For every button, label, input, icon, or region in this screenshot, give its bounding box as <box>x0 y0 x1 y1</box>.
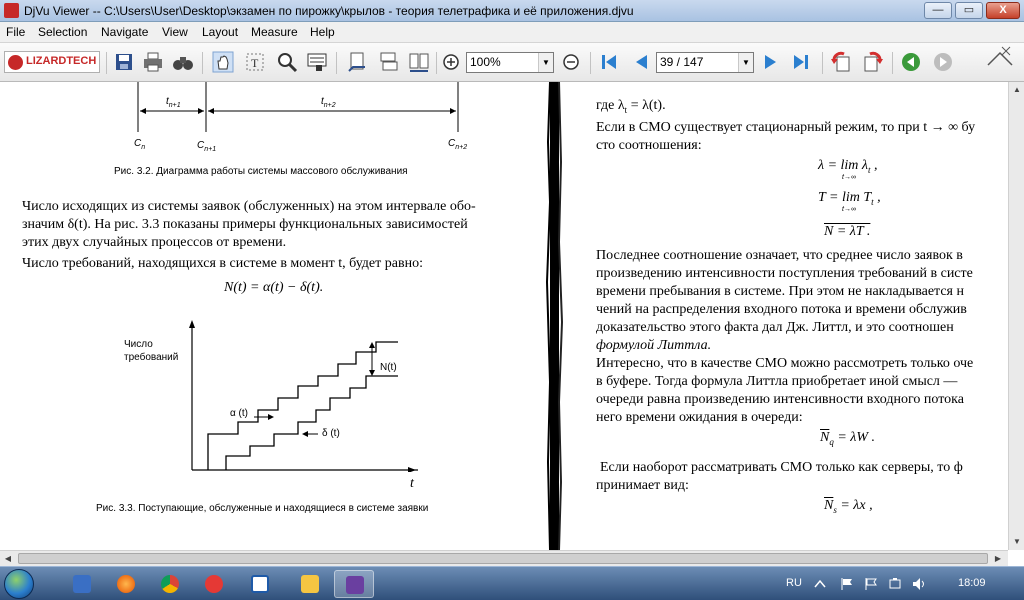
right-line-top: где $\lambda_t = \lambda(t)$. <box>596 98 666 115</box>
toolbar-separator <box>106 52 107 74</box>
toolbar-separator <box>202 52 203 74</box>
chart-y-label-line1: Число <box>124 339 153 350</box>
toolbar-separator <box>590 52 591 74</box>
paragraph-line: Последнее соотношение означает, что среднее число заявок в <box>596 248 963 263</box>
timeline-label-cn: $C_n$ <box>134 138 146 151</box>
paragraph-line: времени пребывания в системе. При этом не накладывается н <box>596 284 964 299</box>
word-icon <box>251 575 269 593</box>
menu-view[interactable]: View <box>162 25 188 39</box>
rotate-right-icon[interactable] <box>862 51 884 73</box>
taskbar-djvu-viewer[interactable] <box>334 570 374 598</box>
logo-text: LIZARDTECH <box>26 55 97 67</box>
menu-measure[interactable]: Measure <box>251 25 298 39</box>
taskbar-explorer[interactable] <box>290 570 330 598</box>
paragraph-line: чений на распределения входного потока и времени обслужив <box>596 302 967 317</box>
chart-label-delta: δ (t) <box>322 428 340 439</box>
step-process-chart <box>180 318 420 472</box>
document-view[interactable] <box>0 82 1008 550</box>
equation-t: $T = \lim T_t$ , <box>818 190 881 207</box>
timeline-label-cn2: $C_{n+2}$ <box>448 138 468 151</box>
chevron-down-icon[interactable]: ▼ <box>538 53 553 72</box>
horizontal-scroll-thumb[interactable] <box>18 553 988 564</box>
figure-caption-3-2: Рис. 3.2. Диаграмма работы системы массового обслуживания <box>114 166 408 177</box>
svg-text:T: T <box>251 56 259 70</box>
vertical-scrollbar[interactable] <box>1008 82 1024 550</box>
toolbar-separator <box>892 52 893 74</box>
paragraph-line: сто соотношения: <box>596 138 702 153</box>
minimize-button[interactable]: — <box>924 2 952 19</box>
close-button[interactable]: X <box>986 2 1020 19</box>
figure-caption-3-3: Рис. 3.3. Поступающие, обслуженные и находящиеся в системе заявки <box>96 503 429 514</box>
window-title: DjVu Viewer -- C:\Users\User\Desktop\экзамен по пирожку\крылов - теория телетрафика и её приложения.djvu <box>24 4 634 18</box>
scroll-up-icon[interactable]: ▲ <box>1013 85 1021 94</box>
previous-page-icon[interactable] <box>630 51 652 73</box>
title-bar <box>0 0 1024 22</box>
paragraph-line: Число исходящих из системы заявок (обслуженных) на этом интервале обо- <box>22 199 476 214</box>
chart-y-label-line2: требований <box>124 352 179 363</box>
equation-n-lambda-t: N = λT . <box>824 224 871 239</box>
maximize-button[interactable]: ▭ <box>955 2 983 19</box>
paragraph-line: очереди равна произведению интенсивности входного потока <box>596 392 964 407</box>
paragraph-line: в буфере. Тогда формула Литтла приобретает иной смысл — <box>596 374 958 389</box>
action-center-flag-icon[interactable] <box>840 577 854 591</box>
facing-pages-icon[interactable] <box>408 51 430 73</box>
taskbar-word[interactable] <box>240 570 280 598</box>
paragraph-line: Если в СМО существует стационарный режим, то при t → ∞ бу <box>596 120 976 135</box>
page-number-select[interactable] <box>656 52 754 73</box>
timeline-label-tn2: $t_{n+2}$ <box>321 96 336 109</box>
left-page <box>0 82 548 550</box>
toolbar-collapse-icon[interactable] <box>976 43 1024 83</box>
paragraph-line: принимает вид: <box>596 478 689 493</box>
paragraph-line: значим δ(t). На рис. 3.3 показаны примеры функциональных зависимостей <box>22 217 468 232</box>
taskbar-chrome[interactable] <box>150 570 190 598</box>
scroll-left-icon[interactable]: ◀ <box>4 554 12 563</box>
toolbar-separator <box>436 52 437 74</box>
menu-layout[interactable]: Layout <box>202 25 239 39</box>
save-icon[interactable] <box>113 51 135 73</box>
next-page-icon[interactable] <box>760 51 782 73</box>
menu-bar <box>0 22 1024 42</box>
yandex-icon <box>205 575 223 593</box>
single-page-icon[interactable] <box>346 51 368 73</box>
menu-help[interactable]: Help <box>310 25 335 39</box>
paragraph-line: него времени ожидания в очереди: <box>596 410 803 425</box>
text-select-icon[interactable] <box>244 51 266 73</box>
show-hidden-icons-icon[interactable] <box>814 579 826 589</box>
zoom-select[interactable] <box>466 52 554 73</box>
volume-icon[interactable] <box>912 577 926 591</box>
zoom-value: 100% <box>470 55 501 69</box>
taskbar-yandex[interactable] <box>194 570 234 598</box>
start-button[interactable] <box>4 569 34 599</box>
paragraph-line: Интересно, что в качестве СМО можно рассмотреть только оче <box>596 356 974 371</box>
paragraph-line: доказательство этого факта дал Дж. Литтл, и это соотношен <box>596 320 954 335</box>
print-icon[interactable] <box>142 51 164 73</box>
scroll-right-icon[interactable]: ▶ <box>994 554 1002 563</box>
back-icon[interactable] <box>900 51 922 73</box>
book-spine <box>546 82 570 550</box>
flag-icon[interactable] <box>864 577 878 591</box>
paragraph-line: формулой Литтла. <box>596 338 712 353</box>
paragraph-line: этих двух случайных процессов от времени. <box>22 235 287 250</box>
chart-label-n: N(t) <box>380 362 397 373</box>
right-page <box>570 82 1008 550</box>
equation-lambda-limit: t→∞ <box>842 174 856 181</box>
paragraph-line: Число требований, находящихся в системе в момент t, будет равно: <box>22 256 423 271</box>
timeline-label-tn1: $t_{n+1}$ <box>166 96 181 109</box>
clock-time[interactable]: 18:09 <box>958 577 986 589</box>
toolbar <box>0 42 1024 82</box>
lizardtech-logo[interactable] <box>4 51 100 73</box>
chart-label-alpha: α (t) <box>230 408 248 419</box>
chevron-down-icon[interactable]: ▼ <box>738 53 753 72</box>
equation-t-limit: t→∞ <box>842 206 856 213</box>
scroll-down-icon[interactable]: ▼ <box>1013 537 1021 546</box>
zoom-in-icon[interactable] <box>440 51 462 73</box>
taskbar-firefox[interactable] <box>106 570 146 598</box>
equation-ns: $\overline{N}_s = \lambda x$ , <box>824 498 873 515</box>
menu-navigate[interactable]: Navigate <box>101 25 149 39</box>
timeline-label-cn1: $C_{n+1}$ <box>197 140 217 153</box>
taskbar <box>0 566 1024 600</box>
chrome-icon <box>161 575 179 593</box>
paragraph-line: Если наоборот рассматривать СМО только как серверы, то ф <box>600 460 963 475</box>
equation-nq: $\overline{N}_q = \lambda W$ . <box>820 430 876 447</box>
equation-lambda: $\lambda = \lim \lambda_t$ , <box>818 158 878 175</box>
language-indicator[interactable]: RU <box>786 577 802 589</box>
hand-tool-icon[interactable] <box>212 51 234 73</box>
formula-n-t: N(t) = α(t) − δ(t). <box>224 280 324 295</box>
power-icon[interactable] <box>888 577 902 591</box>
paragraph-line: произведению интенсивности поступления требований в систе <box>596 266 973 281</box>
lizard-logo-icon <box>8 55 23 70</box>
folder-icon <box>301 575 319 593</box>
toolbar-separator <box>336 52 337 74</box>
chart-x-label: t <box>410 476 414 491</box>
app-icon <box>73 575 91 593</box>
menu-file[interactable]: File <box>6 25 26 39</box>
taskbar-app-1[interactable] <box>62 570 102 598</box>
zoom-out-icon[interactable] <box>560 51 582 73</box>
toolbar-separator <box>822 52 823 74</box>
horizontal-scrollbar[interactable] <box>0 550 1008 566</box>
menu-selection[interactable]: Selection <box>38 25 88 39</box>
djvu-icon <box>346 576 364 594</box>
first-page-icon[interactable] <box>598 51 620 73</box>
region-zoom-icon[interactable] <box>306 51 328 73</box>
continuous-page-icon[interactable] <box>378 51 400 73</box>
forward-icon[interactable] <box>932 51 954 73</box>
page-value: 39 / 147 <box>660 55 704 69</box>
find-binoculars-icon[interactable] <box>172 51 194 73</box>
last-page-icon[interactable] <box>790 51 812 73</box>
rotate-left-icon[interactable] <box>830 51 852 73</box>
firefox-icon <box>117 575 135 593</box>
zoom-tool-icon[interactable] <box>276 51 298 73</box>
djvu-app-icon <box>4 3 19 18</box>
